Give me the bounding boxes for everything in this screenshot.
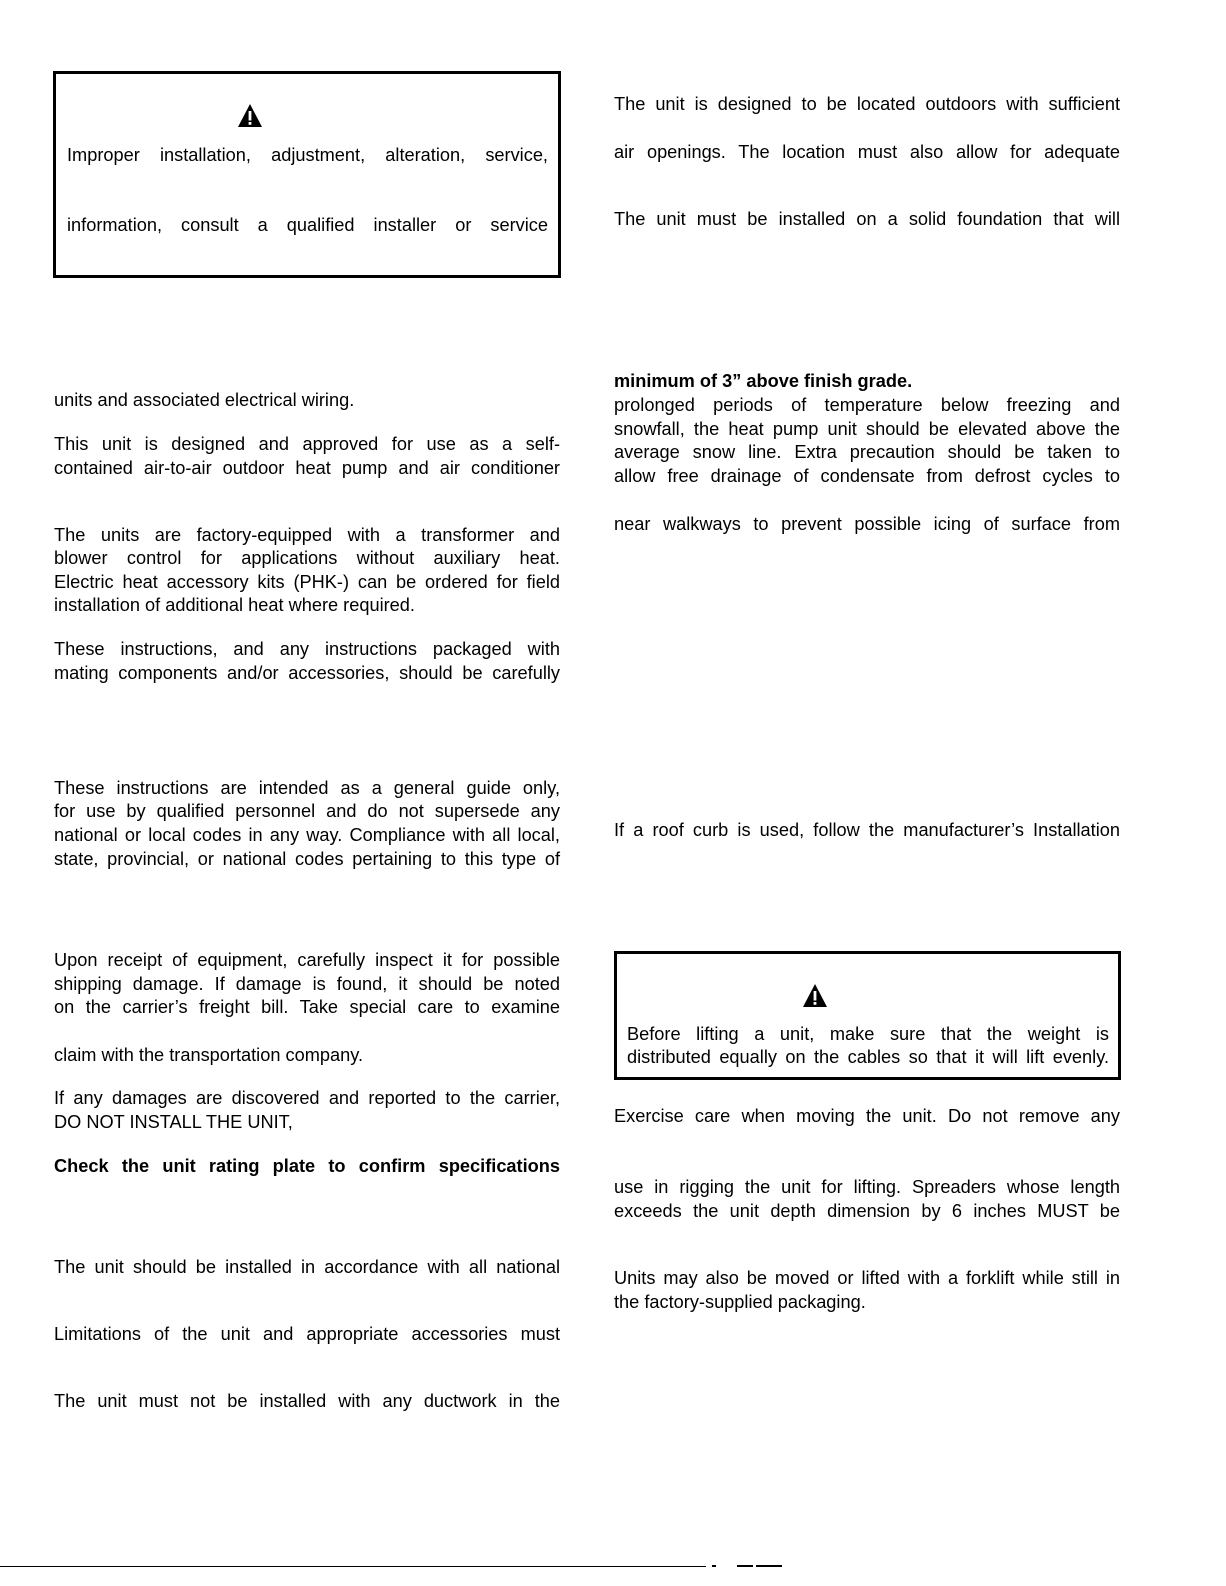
body-line: exceeds the unit depth dimension by 6 inches MUST be bbox=[614, 1201, 1120, 1221]
body-line: Upon receipt of equipment, carefully inspect it for possible bbox=[54, 950, 560, 970]
body-line: for use by qualified personnel and do not supersede any bbox=[54, 801, 560, 821]
body-line: Electric heat accessory kits (PHK-) can be ordered for field bbox=[54, 572, 560, 592]
body-line: contained air-to-air outdoor heat pump and air conditioner bbox=[54, 458, 560, 478]
caution-text-line: distributed equally on the cables so that it will lift evenly. bbox=[627, 1047, 1109, 1067]
body-line: blower control for applications without auxiliary heat. bbox=[54, 548, 560, 568]
body-line: Exercise care when moving the unit. Do not remove any bbox=[614, 1106, 1120, 1126]
warning-triangle-icon bbox=[237, 103, 263, 128]
body-line: units and associated electrical wiring. bbox=[54, 390, 355, 410]
body-line: use in rigging the unit for lifting. Spreaders whose length bbox=[614, 1177, 1120, 1197]
body-line: claim with the transportation company. bbox=[54, 1045, 363, 1065]
warning-triangle-icon bbox=[802, 983, 828, 1008]
body-line: These instructions, and any instructions packaged with bbox=[54, 639, 560, 659]
body-line: The unit must be installed on a solid foundation that will bbox=[614, 209, 1120, 229]
body-line: national or local codes in any way. Compliance with all local, bbox=[54, 825, 560, 845]
body-line: on the carrier’s freight bill. Take special care to examine bbox=[54, 997, 560, 1017]
body-line: If any damages are discovered and reported to the carrier, bbox=[54, 1088, 560, 1108]
footer-fragment bbox=[712, 1562, 792, 1568]
body-line: Units may also be moved or lifted with a forklift while still in bbox=[614, 1268, 1120, 1288]
warning-box bbox=[53, 71, 561, 278]
body-line: the factory-supplied packaging. bbox=[614, 1292, 866, 1312]
body-line-bold: Check the unit rating plate to confirm specifications bbox=[54, 1156, 560, 1176]
body-line-bold: minimum of 3” above finish grade. bbox=[614, 371, 913, 391]
body-line: The unit is designed to be located outdoors with sufficient bbox=[614, 94, 1120, 114]
body-line: state, provincial, or national codes pertaining to this type of bbox=[54, 849, 560, 869]
body-line: These instructions are intended as a general guide only, bbox=[54, 778, 560, 798]
footer-rule bbox=[0, 1566, 706, 1567]
body-line: Limitations of the unit and appropriate accessories must bbox=[54, 1324, 560, 1344]
body-line: air openings. The location must also allow for adequate bbox=[614, 142, 1120, 162]
body-line: allow free drainage of condensate from defrost cycles to bbox=[614, 466, 1120, 486]
warning-text-line: information, consult a qualified installer or service bbox=[67, 215, 548, 235]
body-line: mating components and/or accessories, should be carefully bbox=[54, 663, 560, 683]
caution-text-line: Before lifting a unit, make sure that the weight is bbox=[627, 1024, 1109, 1044]
body-line: The unit should be installed in accordance with all national bbox=[54, 1257, 560, 1277]
body-line: The unit must not be installed with any ductwork in the bbox=[54, 1391, 560, 1411]
body-line: average snow line. Extra precaution should be taken to bbox=[614, 442, 1120, 462]
warning-text-line: Improper installation, adjustment, alteration, service, bbox=[67, 145, 548, 165]
body-line: snowfall, the heat pump unit should be elevated above the bbox=[614, 419, 1120, 439]
body-line: This unit is designed and approved for use as a self- bbox=[54, 434, 560, 454]
body-line: prolonged periods of temperature below freezing and bbox=[614, 395, 1120, 415]
body-line: shipping damage. If damage is found, it should be noted bbox=[54, 974, 560, 994]
body-line: The units are factory-equipped with a transformer and bbox=[54, 525, 560, 545]
body-line: DO NOT INSTALL THE UNIT, bbox=[54, 1112, 293, 1132]
body-line: If a roof curb is used, follow the manufacturer’s Installation bbox=[614, 820, 1120, 840]
body-line: near walkways to prevent possible icing of surface from bbox=[614, 514, 1120, 534]
body-line: installation of additional heat where required. bbox=[54, 595, 415, 615]
